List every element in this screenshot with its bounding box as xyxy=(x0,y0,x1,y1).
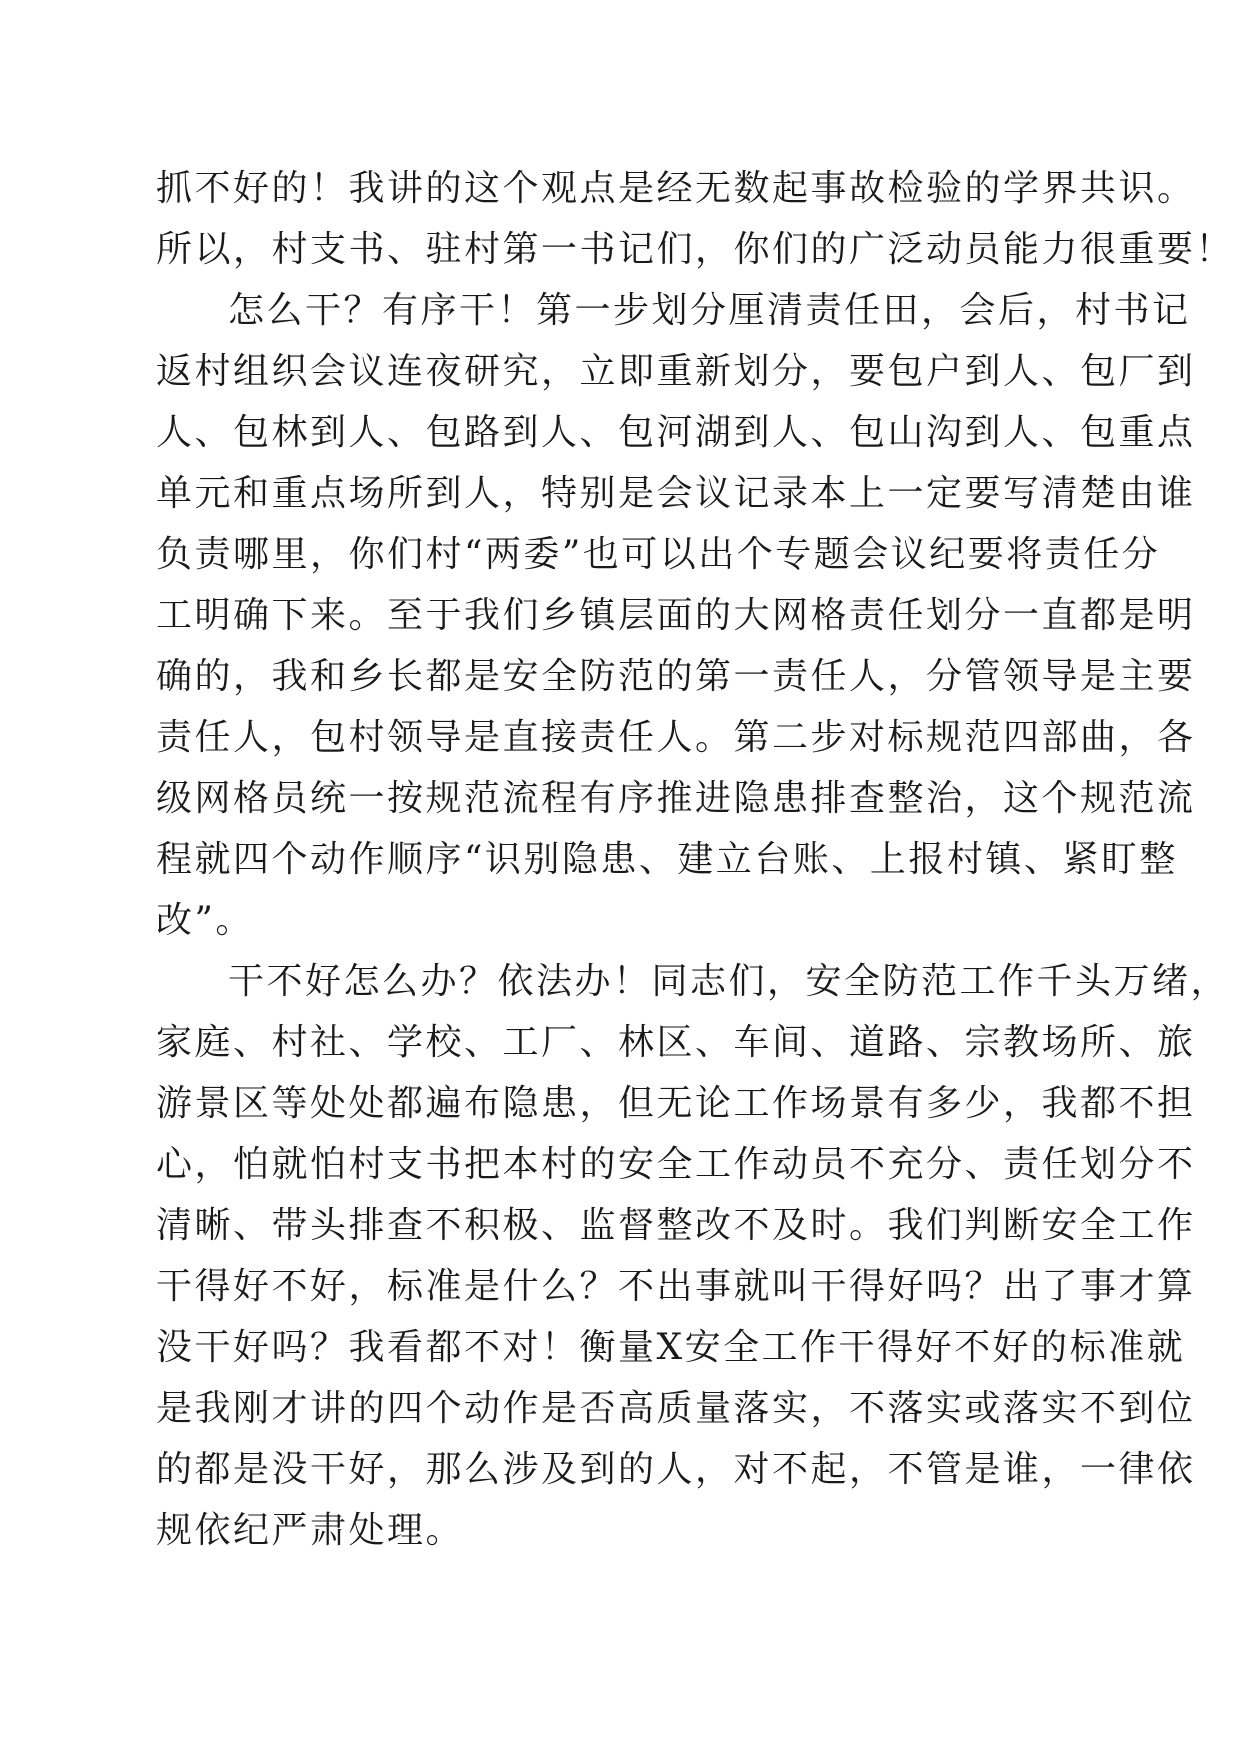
text-line: 干得好不好，标准是什么？不出事就叫干得好吗？出了事才算 xyxy=(156,1266,1196,1307)
text-line: 没干好吗？我看都不对！衡量X安全工作干得好不好的标准就 xyxy=(156,1327,1186,1368)
text-line: 级网格员统一按规范流程有序推进隐患排查整治，这个规范流 xyxy=(156,778,1196,819)
text-line: 负责哪里，你们村“两委”也可以出个专题会议纪要将责任分 xyxy=(156,534,1161,575)
text-line: 干不好怎么办？依法办！同志们，安全防范工作千头万绪， xyxy=(228,961,1230,1002)
text-line: 所以，村支书、驻村第一书记们，你们的广泛动员能力很重要！ xyxy=(156,229,1235,270)
text-line: 家庭、村社、学校、工厂、林区、车间、道路、宗教场所、旅 xyxy=(156,1022,1196,1063)
text-line: 心，怕就怕村支书把本村的安全工作动员不充分、责任划分不 xyxy=(156,1144,1196,1185)
text-line: 抓不好的！我讲的这个观点是经无数起事故检验的学界共识。 xyxy=(156,168,1196,209)
text-line: 清晰、带头排查不积极、监督整改不及时。我们判断安全工作 xyxy=(156,1205,1196,1246)
text-line: 确的，我和乡长都是安全防范的第一责任人，分管领导是主要 xyxy=(156,656,1196,697)
text-line: 怎么干？有序干！第一步划分厘清责任田，会后，村书记 xyxy=(228,290,1191,331)
text-line: 规依纪严肃处理。 xyxy=(156,1510,465,1551)
text-line: 责任人，包村领导是直接责任人。第二步对标规范四部曲，各 xyxy=(156,717,1196,758)
text-line: 是我刚才讲的四个动作是否高质量落实，不落实或落实不到位 xyxy=(156,1388,1196,1429)
text-line: 改”。 xyxy=(156,900,254,941)
document-body xyxy=(156,158,1235,1561)
text-line: 人、包林到人、包路到人、包河湖到人、包山沟到人、包重点 xyxy=(156,412,1196,453)
text-line: 工明确下来。至于我们乡镇层面的大网格责任划分一直都是明 xyxy=(156,595,1196,636)
text-line: 单元和重点场所到人，特别是会议记录本上一定要写清楚由谁 xyxy=(156,473,1196,514)
text-line: 返村组织会议连夜研究，立即重新划分，要包户到人、包厂到 xyxy=(156,351,1196,392)
text-line: 游景区等处处都遍布隐患，但无论工作场景有多少，我都不担 xyxy=(156,1083,1196,1124)
text-line: 的都是没干好，那么涉及到的人，对不起，不管是谁，一律依 xyxy=(156,1449,1196,1490)
text-line: 程就四个动作顺序“识别隐患、建立台账、上报村镇、紧盯整 xyxy=(156,839,1178,880)
